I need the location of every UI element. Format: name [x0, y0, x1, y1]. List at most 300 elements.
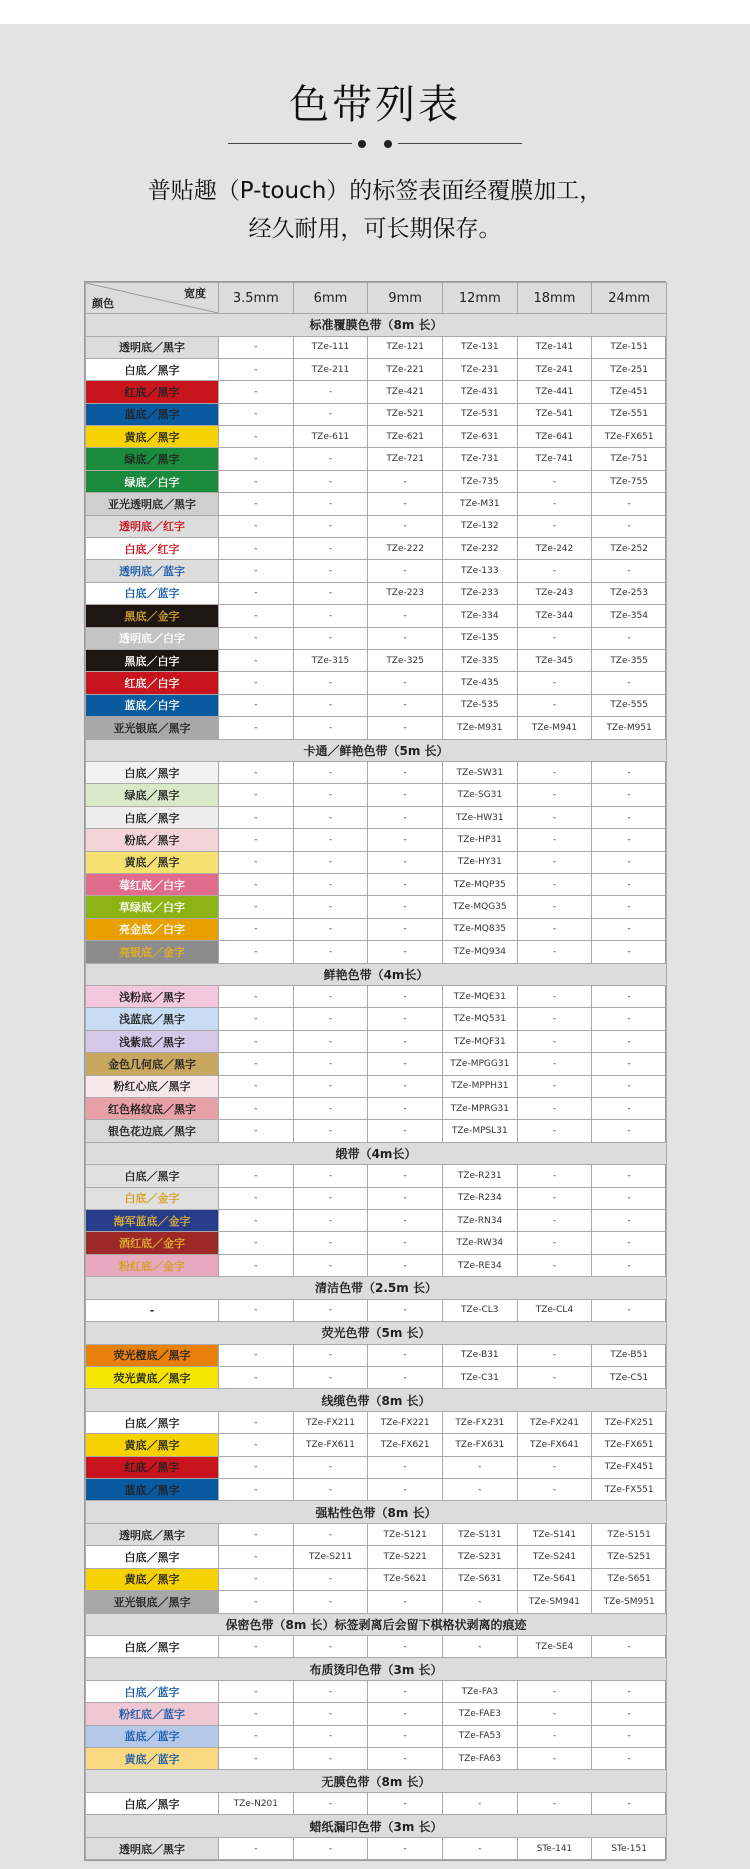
model-cell: TZe-MPSL31 [442, 1120, 517, 1142]
section-title: 清洁色带（2.5m 长） [86, 1277, 667, 1300]
page-title: 色带列表 [289, 82, 461, 128]
tape-color-label: 亮金底／白字 [86, 918, 219, 940]
model-cell: - [517, 806, 592, 828]
model-cell: - [517, 627, 592, 649]
model-cell: - [517, 1748, 592, 1770]
model-cell: TZe-SM941 [517, 1591, 592, 1613]
model-cell: - [293, 717, 368, 739]
table-corner-header [86, 283, 219, 314]
model-cell: TZe-FX221 [368, 1411, 443, 1433]
model-cell: - [592, 1792, 667, 1814]
table-row [86, 1568, 667, 1590]
model-cell: - [219, 941, 294, 963]
model-cell: - [517, 851, 592, 873]
model-cell: - [219, 918, 294, 940]
model-cell: - [219, 694, 294, 716]
tape-color-label: 白底／黑字 [86, 1165, 219, 1187]
model-cell: - [219, 1434, 294, 1456]
section-header-row [86, 963, 667, 986]
model-cell: TZe-FA3 [442, 1680, 517, 1702]
model-cell: TZe-243 [517, 582, 592, 604]
model-cell: - [592, 1703, 667, 1725]
model-cell: - [592, 829, 667, 851]
tape-color-label: 白底／金字 [86, 1187, 219, 1209]
section-header-row [86, 1322, 667, 1345]
tape-color-label: 绿底／白字 [86, 470, 219, 492]
table-row [86, 941, 667, 963]
model-cell: - [368, 627, 443, 649]
model-cell: - [293, 1591, 368, 1613]
section-title: 强粘性色带（8m 长） [86, 1501, 667, 1524]
model-cell: TZe-242 [517, 538, 592, 560]
model-cell: - [293, 873, 368, 895]
model-cell: - [442, 1591, 517, 1613]
table-row [86, 1591, 667, 1613]
tape-color-label: 黄底／蓝字 [86, 1748, 219, 1770]
model-cell: TZe-211 [293, 358, 368, 380]
model-cell: - [219, 1546, 294, 1568]
tape-color-label: 蓝底／蓝字 [86, 1725, 219, 1747]
model-cell: - [592, 1008, 667, 1030]
model-cell: - [592, 986, 667, 1008]
model-cell: TZe-M31 [442, 493, 517, 515]
table-row [86, 1120, 667, 1142]
model-cell: - [219, 1703, 294, 1725]
model-cell: - [368, 1792, 443, 1814]
model-cell: - [368, 605, 443, 627]
table-row [86, 1456, 667, 1478]
model-cell: - [219, 1523, 294, 1545]
model-cell: TZe-111 [293, 336, 368, 358]
table-row [86, 1344, 667, 1366]
model-cell: TZe-SG31 [442, 784, 517, 806]
model-cell: - [293, 1030, 368, 1052]
model-cell: - [293, 1703, 368, 1725]
model-cell: - [219, 1187, 294, 1209]
table-row [86, 896, 667, 918]
model-cell: - [293, 1568, 368, 1590]
table-row [86, 358, 667, 380]
model-cell: - [219, 1636, 294, 1658]
model-cell: - [293, 806, 368, 828]
model-cell: TZe-335 [442, 649, 517, 671]
table-row [86, 403, 667, 425]
model-cell: TZe-FX211 [293, 1411, 368, 1433]
model-cell: - [517, 784, 592, 806]
model-cell: - [293, 672, 368, 694]
model-cell: - [368, 717, 443, 739]
tape-table [84, 281, 666, 1861]
model-cell: TZe-FX621 [368, 1434, 443, 1456]
model-cell: TZe-S131 [442, 1523, 517, 1545]
model-cell: TZe-SW31 [442, 762, 517, 784]
tape-color-label: 透明底／黑字 [86, 1523, 219, 1545]
model-cell: TZe-735 [442, 470, 517, 492]
model-cell: TZe-631 [442, 426, 517, 448]
model-cell: - [592, 918, 667, 940]
model-cell: - [442, 1456, 517, 1478]
model-cell: - [293, 1008, 368, 1030]
model-cell: TZe-FX651 [592, 426, 667, 448]
model-cell: - [592, 784, 667, 806]
model-cell: TZe-252 [592, 538, 667, 560]
column-header: 12mm [442, 283, 517, 314]
tape-color-label: 荧光黄底／黑字 [86, 1367, 219, 1389]
model-cell: - [592, 1075, 667, 1097]
model-cell: - [368, 1008, 443, 1030]
model-cell: TZe-SM951 [592, 1591, 667, 1613]
model-cell: - [442, 1837, 517, 1859]
model-cell: - [219, 1030, 294, 1052]
column-header: 24mm [592, 283, 667, 314]
model-cell: TZe-731 [442, 448, 517, 470]
table-row [86, 1053, 667, 1075]
tape-color-label: 透明底／红字 [86, 515, 219, 537]
model-cell: - [293, 918, 368, 940]
table-row [86, 717, 667, 739]
model-cell: - [293, 784, 368, 806]
tape-color-label: 荧光橙底／黑字 [86, 1344, 219, 1366]
model-cell: - [368, 1367, 443, 1389]
model-cell: - [592, 1210, 667, 1232]
model-cell: TZe-151 [592, 336, 667, 358]
model-cell: - [592, 1165, 667, 1187]
table-row [86, 672, 667, 694]
tape-color-label: 黄底／黑字 [86, 851, 219, 873]
table-row [86, 1411, 667, 1433]
model-cell: - [219, 627, 294, 649]
model-cell: TZe-FX241 [517, 1411, 592, 1433]
model-cell: - [517, 918, 592, 940]
table-row [86, 851, 667, 873]
model-cell: - [592, 1187, 667, 1209]
model-cell: - [368, 896, 443, 918]
model-cell: - [517, 515, 592, 537]
model-cell: TZe-241 [517, 358, 592, 380]
model-cell: - [219, 426, 294, 448]
model-cell: TZe-FAE3 [442, 1703, 517, 1725]
model-cell: - [219, 538, 294, 560]
table-row [86, 1367, 667, 1389]
tape-color-label: 莓红底／白字 [86, 873, 219, 895]
model-cell: - [293, 1165, 368, 1187]
model-cell: - [368, 941, 443, 963]
model-cell: TZe-121 [368, 336, 443, 358]
model-cell: - [219, 1165, 294, 1187]
model-cell: - [293, 470, 368, 492]
model-cell: - [517, 1053, 592, 1075]
model-cell: - [592, 1299, 667, 1321]
model-cell: - [219, 873, 294, 895]
model-cell: TZe-S631 [442, 1568, 517, 1590]
model-cell: - [219, 806, 294, 828]
model-cell: - [219, 515, 294, 537]
tape-color-label: 绿底／黑字 [86, 448, 219, 470]
tape-color-label: 蓝底／黑字 [86, 403, 219, 425]
table-row [86, 1210, 667, 1232]
model-cell: - [219, 717, 294, 739]
model-cell: - [368, 1165, 443, 1187]
model-cell: TZe-141 [517, 336, 592, 358]
model-cell: - [368, 1120, 443, 1142]
model-cell: TZe-325 [368, 649, 443, 671]
model-cell: TZe-S641 [517, 1568, 592, 1590]
model-cell: - [592, 1098, 667, 1120]
table-row [86, 784, 667, 806]
model-cell: - [219, 560, 294, 582]
model-cell: TZe-MPGG31 [442, 1053, 517, 1075]
model-cell: - [517, 1232, 592, 1254]
model-cell: - [368, 1456, 443, 1478]
model-cell: - [368, 784, 443, 806]
tape-color-label: 白底／黑字 [86, 1636, 219, 1658]
table-row [86, 1523, 667, 1545]
tape-color-label: 白底／红字 [86, 538, 219, 560]
model-cell: - [592, 1636, 667, 1658]
model-cell: TZe-MQF31 [442, 1030, 517, 1052]
subtitle-line-2: 经久耐用，可长期保存。 [248, 216, 502, 242]
tape-color-label: 酒红底／金字 [86, 1232, 219, 1254]
model-cell: TZe-251 [592, 358, 667, 380]
model-cell: TZe-354 [592, 605, 667, 627]
model-cell: TZe-FA53 [442, 1725, 517, 1747]
model-cell: - [368, 1030, 443, 1052]
model-cell: TZe-431 [442, 381, 517, 403]
section-title: 卡通／鲜艳色带（5m 长） [86, 739, 667, 762]
model-cell: - [517, 1792, 592, 1814]
model-cell: - [219, 1568, 294, 1590]
model-cell: TZe-345 [517, 649, 592, 671]
model-cell: - [293, 538, 368, 560]
model-cell: TZe-S621 [368, 1568, 443, 1590]
tape-color-label: 金色几何底／黑字 [86, 1053, 219, 1075]
model-cell: TZe-MQP35 [442, 873, 517, 895]
model-cell: - [368, 1053, 443, 1075]
model-cell: - [592, 1725, 667, 1747]
model-cell: - [219, 582, 294, 604]
model-cell: - [293, 627, 368, 649]
model-cell: - [592, 762, 667, 784]
title-divider [228, 137, 522, 151]
model-cell: - [368, 1098, 443, 1120]
model-cell: - [219, 829, 294, 851]
model-cell: - [517, 1075, 592, 1097]
tape-color-label: 黄底／黑字 [86, 1568, 219, 1590]
model-cell: TZe-MQE31 [442, 986, 517, 1008]
table-row [86, 1098, 667, 1120]
table-row [86, 493, 667, 515]
model-cell: TZe-741 [517, 448, 592, 470]
model-cell: TZe-HW31 [442, 806, 517, 828]
table-row [86, 1254, 667, 1276]
model-cell: - [293, 1120, 368, 1142]
model-cell: - [368, 515, 443, 537]
model-cell: - [293, 605, 368, 627]
model-cell: - [219, 1053, 294, 1075]
model-cell: - [368, 1837, 443, 1859]
section-title: 荧光色带（5m 长） [86, 1322, 667, 1345]
table-row [86, 918, 667, 940]
model-cell: - [517, 672, 592, 694]
model-cell: - [293, 1367, 368, 1389]
model-cell: - [219, 784, 294, 806]
model-cell: - [293, 448, 368, 470]
model-cell: - [219, 1210, 294, 1232]
section-header-row [86, 739, 667, 762]
model-cell: - [517, 493, 592, 515]
model-cell: TZe-B51 [592, 1344, 667, 1366]
tape-color-label: 白底／黑字 [86, 358, 219, 380]
tape-color-label: 透明底／黑字 [86, 336, 219, 358]
model-cell: TZe-222 [368, 538, 443, 560]
model-cell: - [517, 1456, 592, 1478]
model-cell: - [592, 493, 667, 515]
model-cell: - [442, 1479, 517, 1501]
tape-color-label: 黑底／白字 [86, 649, 219, 671]
model-cell: - [219, 470, 294, 492]
model-cell: STe-151 [592, 1837, 667, 1859]
model-cell: - [293, 1792, 368, 1814]
model-cell: TZe-M951 [592, 717, 667, 739]
tape-color-label: 银色花边底／黑字 [86, 1120, 219, 1142]
table-row [86, 336, 667, 358]
model-cell: TZe-S251 [592, 1546, 667, 1568]
table-row [86, 1434, 667, 1456]
model-cell: - [293, 1748, 368, 1770]
model-cell: - [517, 896, 592, 918]
model-cell: TZe-S651 [592, 1568, 667, 1590]
tape-color-label: 蓝底／白字 [86, 694, 219, 716]
model-cell: - [219, 1120, 294, 1142]
model-cell: - [368, 1187, 443, 1209]
model-cell: TZe-FX231 [442, 1411, 517, 1433]
model-cell: - [293, 1725, 368, 1747]
section-header-row [86, 1501, 667, 1524]
tape-color-label: - [86, 1299, 219, 1321]
model-cell: - [293, 403, 368, 425]
model-cell: - [368, 560, 443, 582]
model-cell: TZe-611 [293, 426, 368, 448]
model-cell: TZe-M941 [517, 717, 592, 739]
model-cell: TZe-223 [368, 582, 443, 604]
table-row [86, 1703, 667, 1725]
model-cell: - [517, 1120, 592, 1142]
model-cell: - [293, 560, 368, 582]
model-cell: - [592, 515, 667, 537]
model-cell: TZe-231 [442, 358, 517, 380]
model-cell: - [592, 1120, 667, 1142]
model-cell: - [517, 1344, 592, 1366]
model-cell: - [293, 1344, 368, 1366]
tape-color-label: 浅蓝底／黑字 [86, 1008, 219, 1030]
tape-color-label: 白底／蓝字 [86, 1680, 219, 1702]
model-cell: - [293, 896, 368, 918]
model-cell: - [219, 1479, 294, 1501]
model-cell: TZe-521 [368, 403, 443, 425]
model-cell: - [368, 1636, 443, 1658]
model-cell: - [219, 896, 294, 918]
section-title: 布质烫印色带（3m 长） [86, 1658, 667, 1681]
table-row [86, 448, 667, 470]
model-cell: - [219, 1232, 294, 1254]
table-row [86, 582, 667, 604]
model-cell: - [368, 1725, 443, 1747]
model-cell: TZe-S241 [517, 1546, 592, 1568]
tape-color-label: 亚光银底／黑字 [86, 717, 219, 739]
table-row [86, 762, 667, 784]
model-cell: - [592, 1053, 667, 1075]
model-cell: TZe-755 [592, 470, 667, 492]
tape-color-label: 红底／黑字 [86, 1456, 219, 1478]
model-cell: - [592, 560, 667, 582]
model-cell: - [517, 1210, 592, 1232]
model-cell: - [293, 493, 368, 515]
table-row [86, 694, 667, 716]
model-cell: - [368, 672, 443, 694]
table-row [86, 986, 667, 1008]
color-heading: 颜色 [92, 297, 114, 310]
model-cell: - [368, 1075, 443, 1097]
model-cell: - [219, 1098, 294, 1120]
model-cell: TZe-551 [592, 403, 667, 425]
model-cell: TZe-HY31 [442, 851, 517, 873]
model-cell: - [293, 1210, 368, 1232]
model-cell: TZe-334 [442, 605, 517, 627]
model-cell: - [592, 873, 667, 895]
model-cell: - [368, 1210, 443, 1232]
model-cell: TZe-FX641 [517, 1434, 592, 1456]
model-cell: - [592, 1680, 667, 1702]
tape-color-label: 白底／黑字 [86, 1411, 219, 1433]
table-row [86, 1748, 667, 1770]
tape-color-label: 白底／黑字 [86, 762, 219, 784]
model-cell: - [368, 470, 443, 492]
model-cell: TZe-421 [368, 381, 443, 403]
model-cell: TZe-MQG35 [442, 896, 517, 918]
table-row [86, 1680, 667, 1702]
model-cell: - [368, 1254, 443, 1276]
model-cell: - [219, 1411, 294, 1433]
model-cell: - [293, 1456, 368, 1478]
table-row [86, 515, 667, 537]
model-cell: - [293, 582, 368, 604]
model-cell: TZe-541 [517, 403, 592, 425]
model-cell: - [368, 873, 443, 895]
tape-color-label: 浅粉底／黑字 [86, 986, 219, 1008]
model-cell: - [219, 381, 294, 403]
table-row [86, 470, 667, 492]
model-cell: - [368, 829, 443, 851]
model-cell: - [219, 1254, 294, 1276]
subtitle-line-1: 普贴趣（P-touch）的标签表面经覆膜加工， [147, 178, 603, 204]
model-cell: - [592, 806, 667, 828]
model-cell: - [219, 672, 294, 694]
model-cell: - [368, 1680, 443, 1702]
model-cell: TZe-R234 [442, 1187, 517, 1209]
model-cell: - [592, 851, 667, 873]
model-cell: - [293, 1837, 368, 1859]
section-header-row [86, 1613, 667, 1636]
table-row [86, 873, 667, 895]
tape-color-label: 透明底／白字 [86, 627, 219, 649]
model-cell: TZe-133 [442, 560, 517, 582]
model-cell: - [219, 1344, 294, 1366]
model-cell: TZe-S221 [368, 1546, 443, 1568]
model-cell: - [517, 873, 592, 895]
tape-color-label: 绿底／黑字 [86, 784, 219, 806]
top-bar [0, 0, 750, 24]
section-header-row [86, 1658, 667, 1681]
